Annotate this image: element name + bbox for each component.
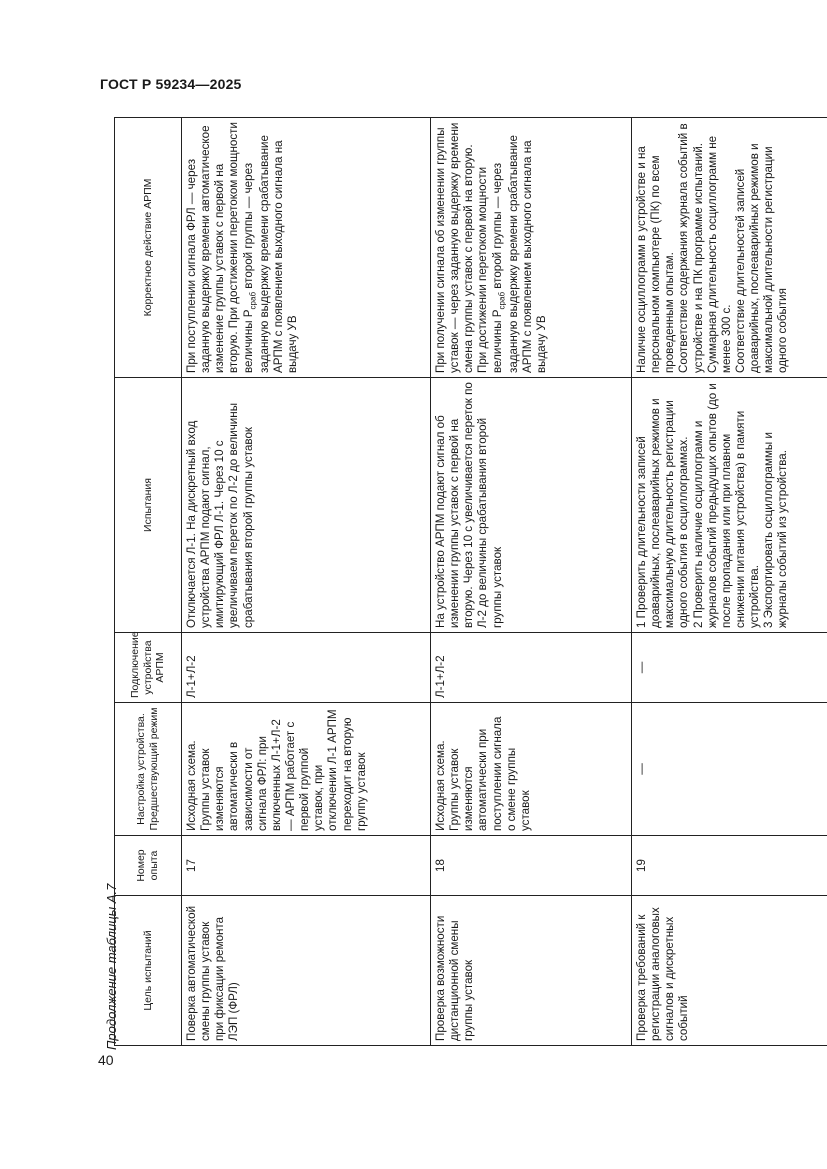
- cell-setup: Исходная схема. Группы уставок изменяются автоматически в зависимости от сигнала ФРЛ: при включенных Л-1+Л-2 — АРПМ работает с первой группой уставок, при отключении Л-1 АРПМ переходит на вторую группу уставок: [182, 703, 431, 836]
- table-row: [632, 118, 827, 1046]
- correct-text-b: второй группы — через заданную выдержку времени срабатывание АРПМ с появлением выходного сигнала на выдачу УВ: [241, 135, 299, 373]
- cell-number: 17: [182, 836, 431, 896]
- cell-tests: На устройство АРПМ подают сигнал об изменении группы уставок с первой на вторую. Через 10 с увеличивается переток по Л-2 до величины срабатывания второй группы уставок: [431, 378, 632, 633]
- cell-number: 19: [632, 836, 827, 896]
- header-goal: Цель испытаний: [115, 896, 182, 1046]
- header-correct: Корректное действие АРПМ: [115, 118, 182, 378]
- page-number: 40: [98, 1052, 114, 1068]
- table-row: [431, 118, 632, 1046]
- header-connection: Подключение устройства АРПМ: [115, 633, 182, 703]
- correct-text-a: При поступлении сигнала ФРЛ — через заданную выдержку времени автоматическое изменение группы уставок с первой на вторую. При достижении перетоком мощности величины P: [185, 122, 255, 373]
- test-step: 2 Проверить наличие осциллограмм и журналов событий предыдущих опытов (до и после пропадания или при плавном снижении питания устройства) в памяти устройства.: [691, 383, 762, 628]
- cell-goal: Проверка возможности дистанционной смены группы уставок: [431, 896, 632, 1046]
- test-table: [114, 117, 827, 1046]
- header-number: Номер опыта: [115, 836, 182, 896]
- cell-tests: Отключается Л-1. На дискретный вход устройства АРПМ подают сигнал, имитирующий ФРЛ Л-1. Через 10 с увеличиваем переток по Л-2 до величины срабатывания второй группы уставок: [182, 378, 431, 633]
- p-subscript: сраб: [496, 291, 506, 310]
- table-continuation-title: Продолжение таблицы А.7: [104, 883, 119, 1050]
- cell-tests: [632, 378, 827, 633]
- cell-correct: [431, 118, 632, 378]
- cell-correct: [632, 118, 827, 378]
- cell-connection: —: [632, 633, 827, 703]
- correct-item: Наличие осциллограмм в устройстве и на персональном компьютере (ПК) по всем проведенным опытам.: [635, 146, 677, 373]
- correct-text-b: второй группы — через заданную выдержку времени срабатывание АРПМ с появлением выходного сигнала на выдачу УВ: [490, 135, 548, 373]
- test-step: 1 Проверить длительности записей доаварийных, послеаварийных режимов и максимальную длительность регистрации одного события в осциллограммах.: [635, 398, 691, 628]
- test-step: 3 Экспортировать осциллограммы и журналы событий из устройства.: [762, 432, 790, 628]
- table-header-row: [115, 118, 182, 1046]
- cell-connection: Л-1+Л-2: [182, 633, 431, 703]
- correct-item: Соответствие длительностей записей доаварийных, послеаварийных режимов и максимальной длительности регистрации одного события: [733, 143, 790, 373]
- correct-text-a: При получении сигнала об изменении группы уставок — через заданную выдержку времени смена группы уставок с первой на вторую. При достижении перетоком мощности величины P: [434, 122, 504, 373]
- cell-goal: Проверка требований к регистрации аналоговых сигналов и дискретных событий: [632, 896, 827, 1046]
- cell-number: 18: [431, 836, 632, 896]
- test-table-rotated: [114, 118, 827, 1046]
- correct-item: Суммарная длительность осциллограмм не менее 300 с.: [705, 135, 733, 373]
- document-header: ГОСТ Р 59234—2025: [100, 76, 242, 92]
- correct-item: Соответствие содержания журнала событий в устройстве и на ПК программе испытаний.: [677, 123, 705, 373]
- cell-goal: Поверка автоматической смены группы уставок при фиксации ремонта ЛЭП (ФРЛ): [182, 896, 431, 1046]
- cell-setup: —: [632, 703, 827, 836]
- header-tests: Испытания: [115, 378, 182, 633]
- cell-setup: Исходная схема. Группы уставок изменяются автоматически при поступлении сигнала о смене группы уставок: [431, 703, 632, 836]
- p-subscript: сраб: [247, 291, 257, 310]
- table-row: [182, 118, 431, 1046]
- cell-connection: Л-1+Л-2: [431, 633, 632, 703]
- cell-correct: [182, 118, 431, 378]
- header-setup: Настройка устройства. Предшествующий режим: [115, 703, 182, 836]
